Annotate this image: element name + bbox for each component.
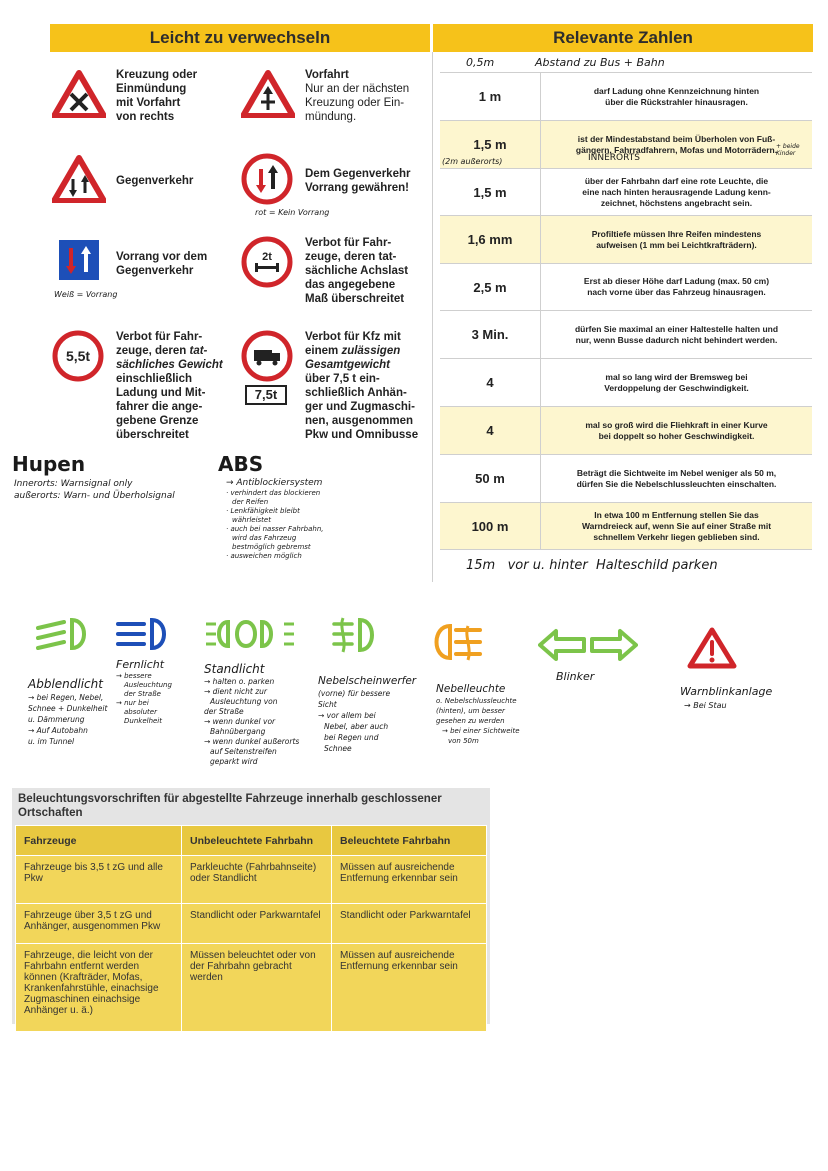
note-innerorts: INNERORTS [588, 153, 640, 163]
column-divider [432, 52, 433, 582]
light-blinker: Blinker [556, 670, 595, 683]
light-nebelleuchte: Nebelleuchte o. Nebelschlussleuchte (hinten), um besser gesehen zu werden → bei einer Sichtweite von 50m [436, 683, 520, 745]
high-beam-icon [114, 614, 174, 654]
table-cell: Müssen auf ausreichende Entfernung erkennbar sein [332, 944, 487, 1032]
table-cell: Fahrzeuge, die leicht von der Fahrbahn entfernt werden können (Krafträder, Mofas, Krankenfahrstühle, einachsige Zugmaschinen einachsige Anhänger u. ä.) [16, 944, 182, 1032]
parking-light-icon [202, 616, 298, 652]
numbers-row-4: 1,6 mm Profiltiefe müssen Ihre Reifen mindestens aufweisen (1 mm bei Leichtkrafträdern). [440, 215, 812, 263]
light-standlicht: Standlicht → halten o. parken → dient nicht zur Ausleuchtung von der Straße → wenn dunkel vor Bahnübergang → wenn dunkel außerorts auf Seitenstreifen geparkt wird [204, 662, 300, 766]
note-rot-kein-vorrang: rot = Kein Vorrang [255, 208, 330, 217]
sign-vorfahrt-text: Vorfahrt Nur an der nächsten Kreuzung oder Ein- mündung. [305, 69, 410, 123]
weight-limit-sign-icon [52, 330, 104, 387]
light-nebelscheinwerfer: Nebelscheinwerfer (vorne) für bessere Sicht → vor allem bei Nebel, aber auch bei Regen und Schnee [318, 675, 417, 753]
table-cell: Müssen auf ausreichende Entfernung erkennbar sein [332, 856, 487, 904]
axle-load-sign-icon [241, 236, 293, 293]
table-cell: Parkleuchte (Fahrbahnseite) oder Standlicht [182, 856, 332, 904]
low-beam-icon [30, 614, 94, 654]
table-header: Beleuchtete Fahrbahn [332, 826, 487, 856]
table-header-row [16, 826, 487, 856]
hazard-light-icon [686, 626, 738, 670]
abstand-text: Abstand zu Bus + Bahn [535, 56, 665, 69]
crossing-sign-icon [52, 70, 106, 123]
sign-achslast-text: Verbot für Fahr- zeuge, deren tat- sächliche Achslast das angegebene Maß überschreitet [305, 237, 409, 305]
note-plus-beide: + beide Kinder [776, 143, 800, 157]
hupen-note-1: Innerorts: Warnsignal only [14, 479, 133, 489]
oncoming-traffic-sign-icon [52, 155, 106, 208]
abstand-value: 0,5m [466, 56, 495, 69]
note-parken: 15m vor u. hinter Halteschild parken [466, 558, 718, 573]
light-warnblinkanlage: Warnblinkanlage → Bei Stau [680, 685, 773, 710]
sign-kfz-text: Verbot für Kfz mit einem zulässigen Gesamtgewicht über 7,5 t ein- schließlich Anhän- ger und Zugmaschi- nen, ausgenommen Pkw und Omnibusse [305, 331, 419, 441]
lighting-rules-title: Beleuchtungsvorschriften für abgestellte Fahrzeuge innerhalb geschlossener Ortschaften [18, 793, 442, 819]
axle-load-label: 2t [262, 251, 272, 263]
lighting-rules-table [15, 825, 487, 1032]
weight-plate: 7,5t [245, 385, 287, 405]
weight-limit-label: 5,5t [65, 348, 91, 364]
numbers-row-5: 2,5 m Erst ab dieser Höhe darf Ladung (max. 50 cm) nach vorne über das Fahrzeug hinausragen. [440, 263, 812, 310]
numbers-row-1: 1 m darf Ladung ohne Kennzeichnung hinten über die Rückstrahler hinausragen. [440, 72, 812, 120]
abs-notes: → Antiblockiersystem · verhindert das blockieren der Reifen · Lenkfähigkeit bleibt währleistet · auch bei nasser Fahrbahn, wird das Fahrzeug bestmöglich gebremst · ausweichen möglich [226, 478, 324, 560]
abs-title: ABS [218, 452, 264, 476]
numbers-row-9: 50 m Beträgt die Sichtweite im Nebel weniger als 50 m, dürfen Sie die Nebelschlussleuchten einschalten. [440, 454, 812, 502]
numbers-row-10: 100 m In etwa 100 m Entfernung stellen Sie das Warndreieck auf, wenn Sie auf einer Straße mit schnellem Verkehr liegen geblieben sind. [440, 502, 812, 550]
table-row [16, 944, 487, 1032]
light-abblendlicht: Abblendlicht → bei Regen, Nebel, Schnee + Dunkelheit u. Dämmerung → Auf Autobahn u. im Tunnel [28, 677, 108, 746]
light-fernlicht: Fernlicht → bessere Ausleuchtung der Straße → nur bei absoluter Dunkelheit [116, 658, 172, 725]
hupen-note-2: außerorts: Warn- und Überholsignal [14, 491, 175, 501]
numbers-row-8: 4 mal so groß wird die Fliehkraft in einer Kurve bei doppelt so hoher Geschwindigkeit. [440, 406, 812, 454]
numbers-row-6: 3 Min. dürfen Sie maximal an einer Haltestelle halten und nur, wenn Busse dadurch nicht behindert werden. [440, 310, 812, 358]
turn-signal-icon [538, 627, 638, 663]
table-cell: Standlicht oder Parkwarntafel [332, 904, 487, 944]
sign-gewicht-text: Verbot für Fahr- zeuge, deren tat- sächliches Gewicht einschließlich Ladung und Mit- fahrer die ange- gebene Grenze überschreitet [116, 331, 223, 441]
priority-oncoming-sign-icon [57, 238, 101, 287]
right-of-way-sign-icon [241, 70, 295, 123]
note-zwei-m: (2m außerorts) [442, 157, 503, 166]
fog-light-front-icon [330, 614, 382, 656]
numbers-row-3: 1,5 m über der Fahrbahn darf eine rote Leuchte, die eine nach hinten herausragende Ladung kenn- zeichnet, höchstens angebracht sein. [440, 168, 812, 215]
sign-dem-gegenverkehr-text: Dem Gegenverkehr Vorrang gewähren! [305, 168, 411, 194]
rear-fog-light-icon [428, 622, 486, 662]
numbers-row-2: 1,5 m ist der Mindestabstand beim Überholen von Fuß- gängern, Fahrradfahrern, Mofas und Motorrädern. [440, 120, 812, 168]
table-header: Unbeleuchtete Fahrbahn [182, 826, 332, 856]
table-row [16, 904, 487, 944]
hupen-title: Hupen [12, 452, 86, 476]
left-header: Leicht zu verwechseln [50, 24, 430, 52]
sign-crossing-text: Kreuzung oder Einmündung mit Vorfahrt von rechts [116, 69, 198, 123]
table-cell: Fahrzeuge über 3,5 t zG und Anhänger, ausgenommen Pkw [16, 904, 182, 944]
numbers-row-7: 4 mal so lang wird der Bremsweg bei Verdoppelung der Geschwindigkeit. [440, 358, 812, 406]
table-row [16, 856, 487, 904]
sign-vorrang-text: Vorrang vor dem Gegenverkehr [116, 251, 208, 277]
table-cell: Fahrzeuge bis 3,5 t zG und alle Pkw [16, 856, 182, 904]
table-cell: Standlicht oder Parkwarntafel [182, 904, 332, 944]
truck-ban-sign-icon [241, 330, 293, 387]
yield-oncoming-sign-icon [241, 153, 293, 210]
right-header: Relevante Zahlen [433, 24, 813, 52]
table-cell: Müssen beleuchtet oder von der Fahrbahn gebracht werden [182, 944, 332, 1032]
note-weiss-vorrang: Weiß = Vorrang [54, 290, 118, 299]
sign-gegenverkehr-text: Gegenverkehr [116, 175, 194, 187]
table-header: Fahrzeuge [16, 826, 182, 856]
